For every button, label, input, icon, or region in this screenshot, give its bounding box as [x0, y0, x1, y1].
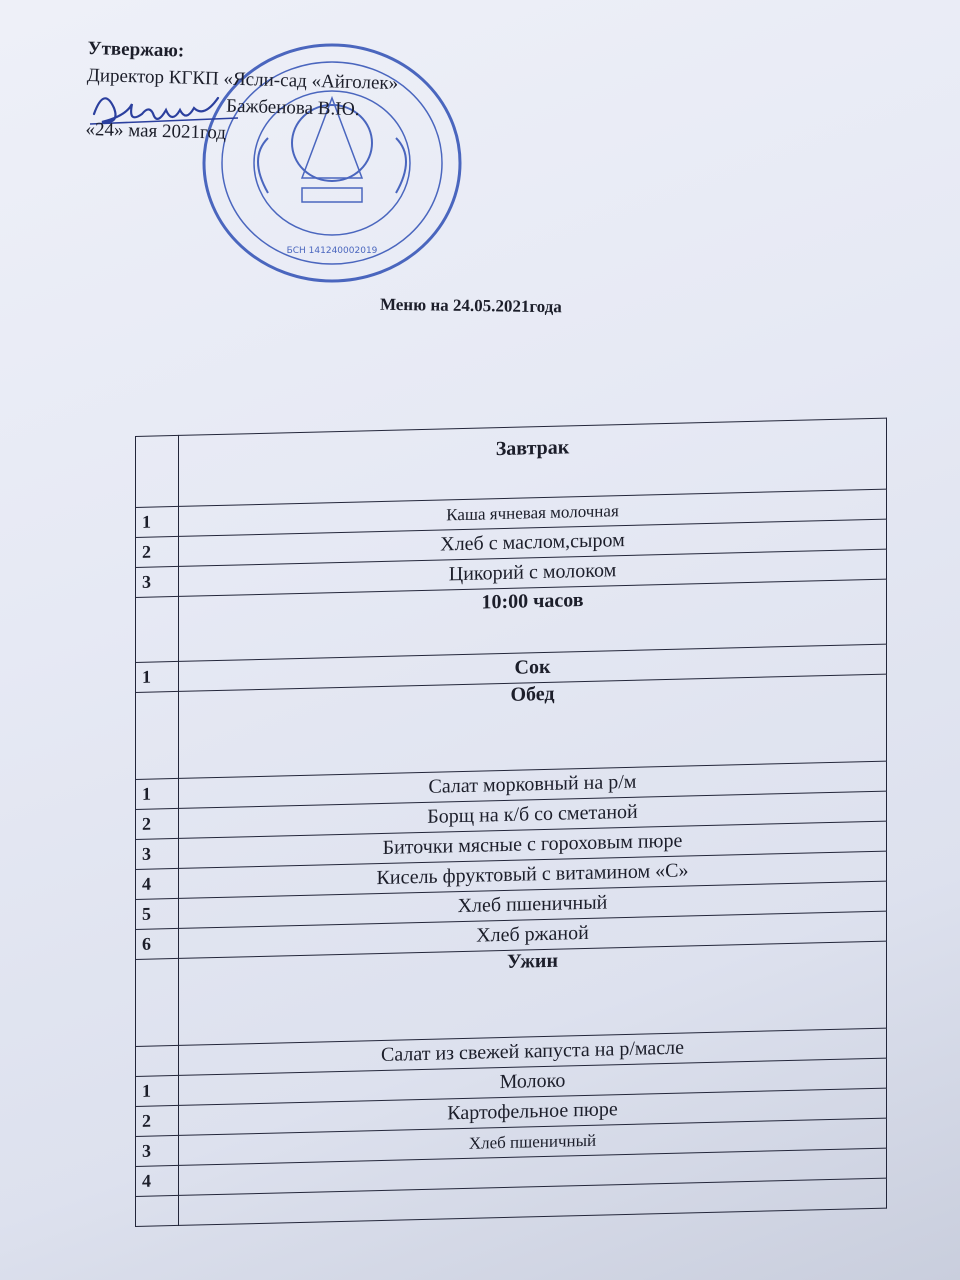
dish-name: Картофельное пюре	[179, 1088, 887, 1135]
row-number: 1	[136, 661, 179, 692]
row-number: 3	[136, 1135, 179, 1166]
row-number: 3	[136, 566, 179, 597]
section-num-cell	[136, 958, 179, 1046]
row-number: 2	[136, 808, 179, 839]
section-heading: Обед	[179, 674, 887, 778]
page-title: Меню на 24.05.2021года	[379, 294, 562, 317]
dish-name: Хлеб пшеничный	[179, 881, 887, 928]
dish-name: Салат из свежей капуста на р/масле	[179, 1028, 887, 1075]
row-number	[136, 1195, 179, 1226]
section-heading: Завтрак	[179, 418, 887, 506]
approval-heading: Утвержаю:	[87, 37, 185, 62]
approval-name: Бажбенова В.Ю.	[225, 95, 360, 121]
row-number: 1	[136, 506, 179, 537]
approval-position: Директор КГКП «Ясли-сад «Айголек»	[86, 64, 399, 95]
row-number: 2	[136, 536, 179, 567]
dish-name: Салат морковный на р/м	[179, 761, 887, 808]
svg-text:БСН 141240002019: БСН 141240002019	[286, 246, 378, 256]
dish-name: Хлеб пшеничный	[179, 1118, 887, 1165]
dish-name: Борщ на к/б со сметаной	[179, 791, 887, 838]
row-number: 6	[136, 928, 179, 959]
dish-name: Кисель фруктовый с витамином «С»	[179, 851, 887, 898]
row-number: 4	[136, 868, 179, 899]
dish-name: Хлеб ржаной	[179, 911, 887, 958]
dish-name: Молоко	[179, 1058, 887, 1105]
section-heading: 10:00 часов	[179, 579, 887, 661]
row-number: 3	[136, 838, 179, 869]
row-number: 2	[136, 1105, 179, 1136]
section-num-cell	[136, 691, 179, 779]
approval-date: «24» мая 2021год	[85, 118, 227, 144]
dish-name: Сок	[179, 644, 887, 691]
menu-table	[135, 418, 887, 1227]
dish-name: Биточки мясные с гороховым пюре	[179, 821, 887, 868]
dish-name: Хлеб с маслом,сыром	[179, 519, 887, 566]
section-num-cell	[136, 435, 179, 507]
row-number: 5	[136, 898, 179, 929]
section-heading: Ужин	[179, 941, 887, 1045]
row-number: 4	[136, 1165, 179, 1196]
row-number: 1	[136, 778, 179, 809]
dish-name: Цикорий с молоком	[179, 549, 887, 596]
menu-table-container	[135, 418, 887, 1191]
row-number	[136, 1045, 179, 1076]
dish-name: Каша ячневая молочная	[179, 489, 887, 536]
approval-block	[85, 35, 399, 151]
row-number: 1	[136, 1075, 179, 1106]
section-num-cell	[136, 596, 179, 662]
